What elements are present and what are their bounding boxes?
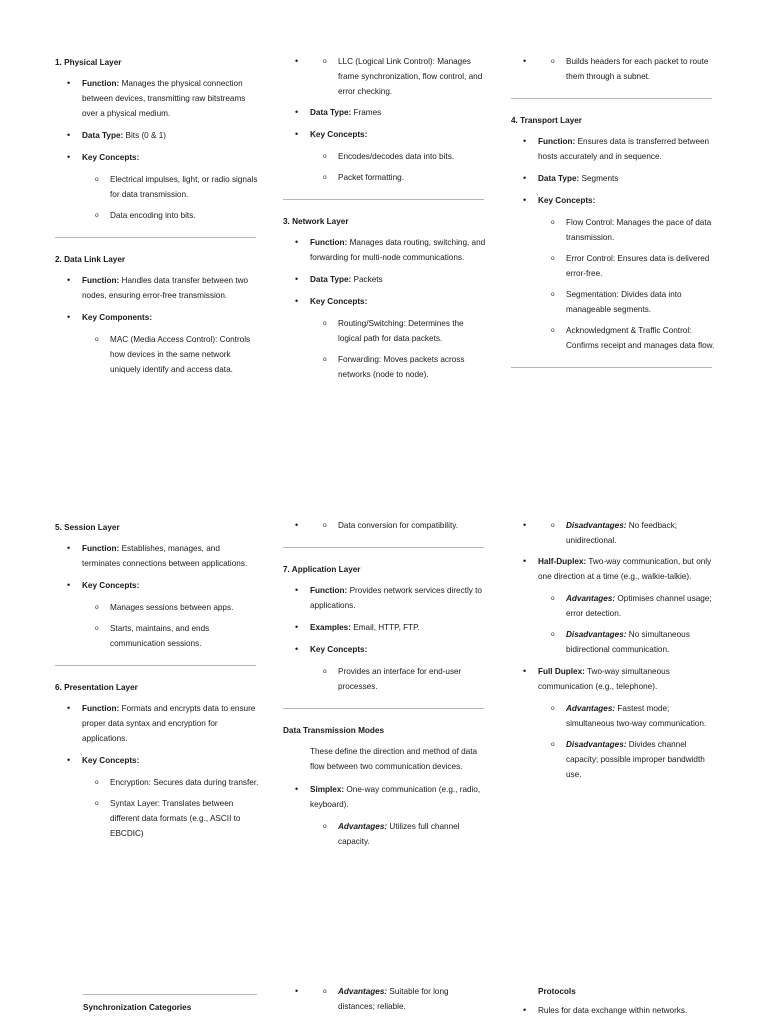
- list-item: • Half-Duplex: Two-way communication, but only one direction at a time (e.g., walkie-talkie). o Advantages: Optimises channel usage; error detection. o Disadvantages: No simultaneous bidirectional communication.: [538, 554, 715, 657]
- session-layer-heading: 5. Session Layer: [55, 523, 120, 532]
- list-item: • Key Components: o MAC (Media Access Control): Controls how devices in the same network uniquely identify and access data.: [82, 310, 259, 377]
- sub-list-item: o • LLC (Logical Link Control): Manages frame synchronization, flow control, and error checking.: [338, 54, 487, 99]
- list-item: • Rules for data exchange within networks.: [538, 1003, 715, 1018]
- page1-column-2: [283, 54, 487, 392]
- sub-list: [310, 54, 487, 99]
- physical-layer-heading: 1. Physical Layer: [55, 58, 122, 67]
- sub-list-item: o Error Control: Ensures data is delivered error-free.: [566, 251, 715, 281]
- section-divider: [55, 665, 256, 666]
- sub-list: [82, 332, 259, 377]
- list-item: • Key Concepts: o Flow Control: Manages the pace of data transmission. o Error Control: Ensures data is delivered error-free. o Segmentation: Divides data into manageable segments. o Acknowledgment & Traffic Control: Confirms receipt and manages data flow.: [538, 193, 715, 353]
- list-item: • Key Concepts: o Routing/Switching: Determines the logical path for data packets. o Forwarding: Moves packets across networks (node to node).: [310, 294, 487, 382]
- list-item: • Function: Formats and encrypts data to ensure proper data syntax and encryption for applications.: [82, 701, 259, 746]
- list-item: • Function: Handles data transfer between two nodes, ensuring error-free transmission.: [82, 273, 259, 303]
- sub-list: [82, 172, 259, 223]
- sync-list-cont: [283, 984, 487, 1014]
- sub-list-item: o • Advantages: Suitable for long distances; reliable.: [338, 984, 487, 1014]
- section-divider: [55, 237, 256, 238]
- list-item: • Key Concepts: o Provides an interface for end-user processes.: [310, 642, 487, 694]
- physical-layer-list: [55, 76, 259, 223]
- sub-list: [310, 664, 487, 694]
- list-item: • Function: Establishes, manages, and terminates connections between applications.: [82, 541, 259, 571]
- sub-list-item: o Routing/Switching: Determines the logical path for data packets.: [338, 316, 487, 346]
- section-divider: [511, 367, 712, 368]
- section-divider: [283, 547, 484, 548]
- sub-list: [538, 701, 715, 782]
- page1-column-1: [55, 55, 259, 387]
- list-item: • Examples: Email, HTTP, FTP.: [310, 620, 487, 635]
- page3-column-2: [283, 984, 487, 1024]
- list-item: • Function: Provides network services directly to applications.: [310, 583, 487, 613]
- page2-column-3: [511, 518, 715, 792]
- sub-list-item: o Manages sessions between apps.: [110, 600, 259, 615]
- transmission-modes-heading: Data Transmission Modes: [283, 726, 385, 735]
- list-item: • Key Concepts: o Manages sessions between apps. o Starts, maintains, and ends communication sessions.: [82, 578, 259, 651]
- page2-column-1: [55, 520, 259, 851]
- list-item: • Data Type: Bits (0 & 1): [82, 128, 259, 143]
- data-link-layer-heading: 2. Data Link Layer: [55, 255, 126, 264]
- sub-list-item: o Syntax Layer: Translates between different data formats (e.g., ASCII to EBCDIC): [110, 796, 259, 841]
- list-item: • Simplex: One-way communication (e.g., radio, keyboard). o Advantages: Utilizes full channel capacity.: [310, 782, 487, 849]
- sub-list-item: o Disadvantages: Divides channel capacity; possible improper bandwidth use.: [566, 737, 715, 782]
- sub-list-item: o Advantages: Optimises channel usage; error detection.: [566, 591, 715, 621]
- list-item: • Function: Manages data routing, switching, and forwarding for multi-node communications.: [310, 235, 487, 265]
- sub-list: [538, 215, 715, 353]
- section-divider: [283, 708, 484, 709]
- list-item: [538, 54, 715, 84]
- list-item: • Key Concepts: o Encodes/decodes data into bits. o Packet formatting.: [310, 127, 487, 185]
- list-item: • Data Type: Packets: [310, 272, 487, 287]
- sub-list-item: o • Builds headers for each packet to route them through a subnet.: [566, 54, 715, 84]
- sub-list: [310, 984, 487, 1014]
- sub-list-item: o Forwarding: Moves packets across networks (node to node).: [338, 352, 487, 382]
- page3-column-1: [83, 994, 257, 1021]
- sub-list: [82, 775, 259, 841]
- transport-layer-heading: 4. Transport Layer: [511, 116, 582, 125]
- protocols-list: [511, 1003, 715, 1018]
- sub-list-item: o • Disadvantages: No feedback; unidirectional.: [566, 518, 715, 548]
- data-link-layer-list-cont: [283, 54, 487, 185]
- protocols-heading: Protocols: [538, 987, 576, 996]
- transport-layer-list: [511, 134, 715, 353]
- session-layer-list: [55, 541, 259, 651]
- sub-list-item: o Starts, maintains, and ends communication sessions.: [110, 621, 259, 651]
- network-layer-heading: 3. Network Layer: [283, 217, 349, 226]
- presentation-layer-list: [55, 701, 259, 841]
- page-3: [0, 970, 768, 1024]
- page-1: [0, 0, 768, 470]
- sub-list-item: o MAC (Media Access Control): Controls how devices in the same network uniquely identify and access data.: [110, 332, 259, 377]
- list-item: [310, 518, 487, 533]
- list-item: [310, 984, 487, 1014]
- sub-list-item: o Advantages: Fastest mode; simultaneous two-way communication.: [566, 701, 715, 731]
- list-item: • Data Type: Segments: [538, 171, 715, 186]
- sub-list: [538, 518, 715, 548]
- sub-list-item: o Disadvantages: No simultaneous bidirectional communication.: [566, 627, 715, 657]
- section-divider: [283, 199, 484, 200]
- list-item: • Data Type: Frames: [310, 105, 487, 120]
- section-divider: [511, 98, 712, 99]
- sub-list-item: o Flow Control: Manages the pace of data transmission.: [566, 215, 715, 245]
- sub-list: [310, 149, 487, 185]
- list-item: • Full Duplex: Two-way simultaneous communication (e.g., telephone). o Advantages: Fastest mode; simultaneous two-way communication. o Disadvantages: Divides channel capacity; possible improper bandwidth use.: [538, 664, 715, 782]
- transmission-modes-list-cont: [511, 518, 715, 782]
- application-layer-list: [283, 583, 487, 694]
- sub-list-item: o Acknowledgment & Traffic Control: Confirms receipt and manages data flow.: [566, 323, 715, 353]
- list-item: • Function: Ensures data is transferred between hosts accurately and in sequence.: [538, 134, 715, 164]
- list-item: • Function: Manages the physical connection between devices, transmitting raw bitstreams over a physical medium.: [82, 76, 259, 121]
- sub-list-item: o Packet formatting.: [338, 170, 487, 185]
- page2-column-2: [283, 518, 487, 859]
- section-divider: [83, 994, 257, 995]
- sub-list-item: o Segmentation: Divides data into manageable segments.: [566, 287, 715, 317]
- sub-list-item: o Electrical impulses, light, or radio signals for data transmission.: [110, 172, 259, 202]
- transmission-modes-list: [283, 782, 487, 849]
- list-item: [310, 54, 487, 99]
- presentation-layer-heading: 6. Presentation Layer: [55, 683, 138, 692]
- sub-list-item: o Data encoding into bits.: [110, 208, 259, 223]
- list-item: • Key Concepts: o Encryption: Secures data during transfer. o Syntax Layer: Translates between different data formats (e.g., ASCII to EBCDIC): [82, 753, 259, 841]
- sub-list: [310, 316, 487, 382]
- page-2: [0, 470, 768, 970]
- list-item: [538, 518, 715, 548]
- page1-column-3: [511, 54, 715, 382]
- sub-list: [310, 518, 487, 533]
- sub-list-item: o • Data conversion for compatibility.: [338, 518, 487, 533]
- network-layer-list: [283, 235, 487, 382]
- network-layer-list-cont: [511, 54, 715, 84]
- list-item: • Key Concepts: o Electrical impulses, light, or radio signals for data transmission. o Data encoding into bits.: [82, 150, 259, 223]
- transmission-modes-intro: These define the direction and method of data flow between two communication devices.: [310, 747, 478, 771]
- sub-list-item: o Encryption: Secures data during transfer.: [110, 775, 259, 790]
- page3-column-3: [511, 984, 715, 1024]
- presentation-layer-list-cont: [283, 518, 487, 533]
- sub-list-item: o Encodes/decodes data into bits.: [338, 149, 487, 164]
- sub-list: [310, 819, 487, 849]
- data-link-layer-list: [55, 273, 259, 377]
- sync-categories-heading: Synchronization Categories: [83, 1003, 192, 1012]
- sub-list: [538, 591, 715, 657]
- application-layer-heading: 7. Application Layer: [283, 565, 361, 574]
- sub-list-item: o Advantages: Utilizes full channel capacity.: [338, 819, 487, 849]
- sub-list: [82, 600, 259, 651]
- sub-list: [538, 54, 715, 84]
- sub-list-item: o Provides an interface for end-user processes.: [338, 664, 487, 694]
